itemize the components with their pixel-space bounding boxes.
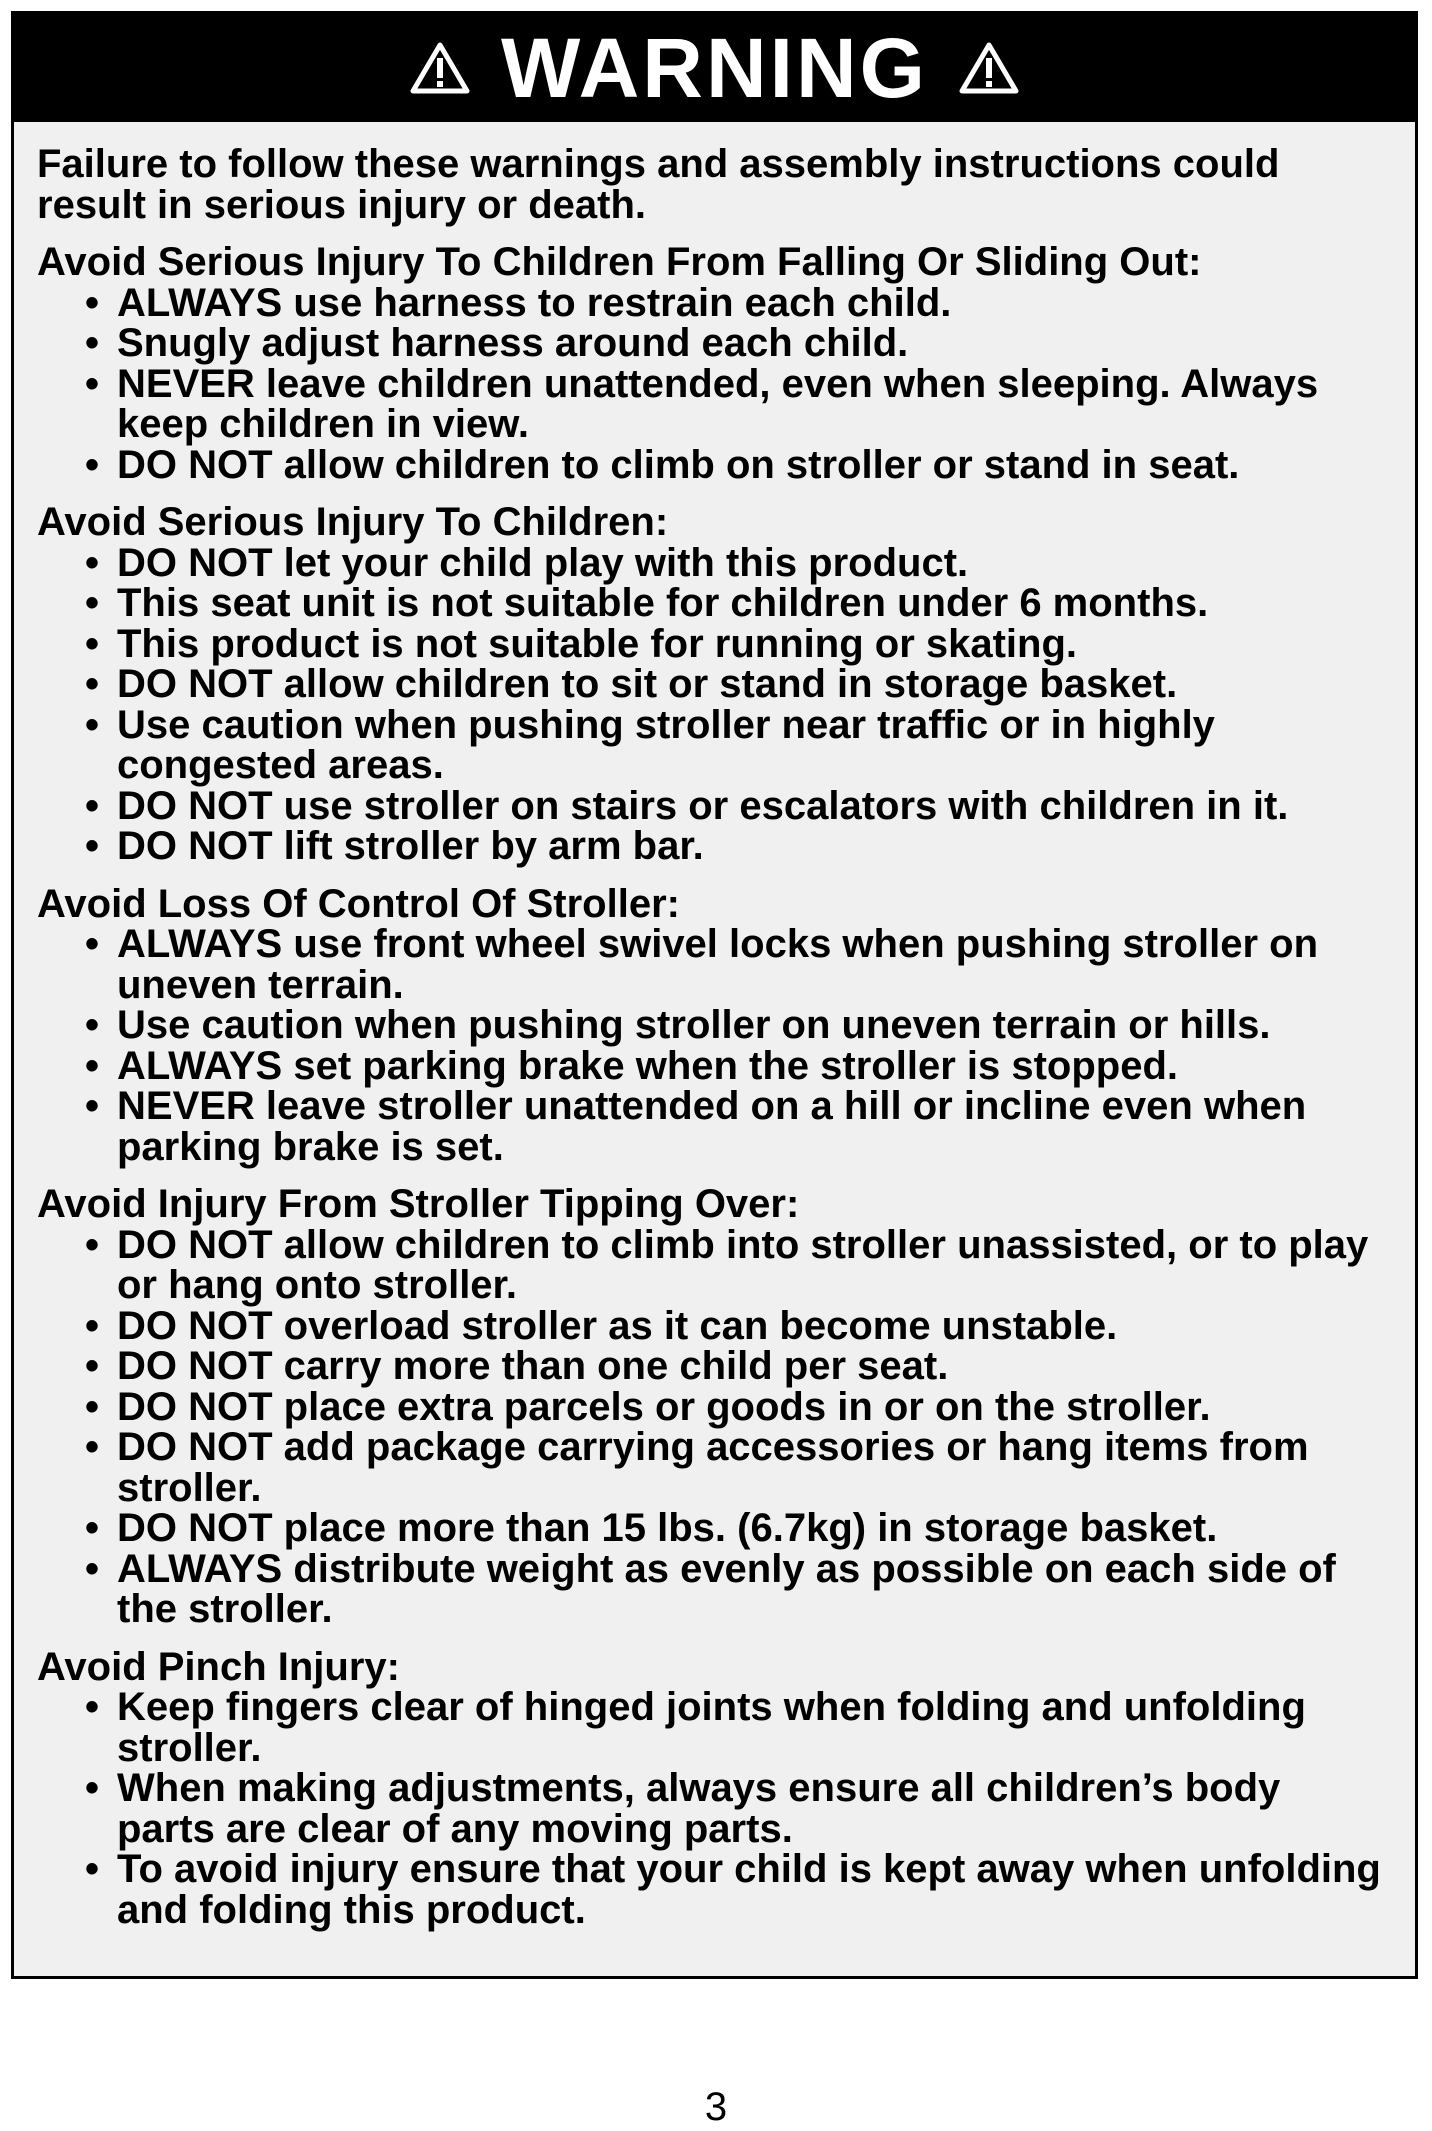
bullet-icon: • — [84, 662, 99, 706]
bullet-icon: • — [84, 783, 99, 828]
warning-item — [37, 1384, 1385, 1429]
warning-triangle-icon — [958, 40, 1020, 96]
warning-item — [37, 280, 1385, 325]
bullet-icon: • — [84, 1506, 99, 1550]
warning-item-text: When making adjustments, always ensure all children’s body parts are clear of any moving parts. — [117, 1766, 1281, 1851]
warning-item — [37, 924, 1385, 1005]
warning-item-text: ALWAYS use harness to restrain each child. — [117, 280, 952, 325]
warning-item — [37, 540, 1385, 585]
bullet-icon: • — [84, 1084, 99, 1128]
section-heading: Avoid Injury From Stroller Tipping Over: — [37, 1182, 800, 1226]
warning-item-text: DO NOT add package carrying accessories or hang items from stroller. — [117, 1425, 1309, 1510]
warning-section — [37, 502, 1385, 867]
warning-title: WARNING — [501, 21, 928, 115]
section-heading: Avoid Serious Injury To Children: — [37, 500, 669, 544]
bullet-icon: • — [84, 1685, 99, 1729]
warning-item — [37, 1687, 1385, 1768]
warning-item — [37, 1346, 1385, 1387]
warning-item — [37, 1222, 1385, 1307]
warning-list — [37, 924, 1385, 1167]
bullet-icon: • — [84, 1043, 99, 1088]
warning-item — [37, 783, 1385, 828]
warning-triangle-icon — [409, 40, 471, 96]
bullet-icon: • — [84, 581, 99, 625]
bullet-icon: • — [84, 540, 99, 585]
warning-item — [37, 702, 1385, 787]
warning-item — [37, 1546, 1385, 1631]
warning-header — [14, 14, 1415, 122]
warning-item-text: Use caution when pushing stroller near traffic or in highly congested areas. — [117, 702, 1215, 787]
warning-item-text: ALWAYS distribute weight as evenly as possible on each side of the stroller. — [117, 1546, 1336, 1631]
warning-item-text: DO NOT place more than 15 lbs. (6.7kg) in storage basket. — [117, 1506, 1218, 1550]
warning-item — [37, 1427, 1385, 1508]
warning-sections — [37, 242, 1385, 1930]
bullet-icon: • — [84, 1766, 99, 1810]
warning-item — [37, 1303, 1385, 1348]
bullet-icon: • — [84, 1384, 99, 1429]
warning-item — [37, 1043, 1385, 1088]
bullet-icon: • — [84, 1303, 99, 1348]
bullet-icon: • — [84, 280, 99, 325]
warning-item-text: DO NOT lift stroller by arm bar. — [117, 824, 704, 868]
bullet-icon: • — [84, 621, 99, 666]
warning-item — [37, 583, 1385, 624]
warning-item — [37, 664, 1385, 705]
section-heading: Avoid Serious Injury To Children From Falling Or Sliding Out: — [37, 240, 1202, 284]
warning-section — [37, 242, 1385, 485]
warning-item — [37, 323, 1385, 364]
warning-item-text: DO NOT allow children to climb into stroller unassisted, or to play or hang onto stroller. — [117, 1222, 1369, 1307]
page-number: 3 — [704, 2085, 728, 2129]
warning-item-text: DO NOT overload stroller as it can become unstable. — [117, 1303, 1118, 1348]
bullet-icon: • — [84, 824, 99, 868]
warning-list — [37, 540, 1385, 868]
warning-item — [37, 1508, 1385, 1549]
warning-item-text: To avoid injury ensure that your child is kept away when unfolding and folding this product. — [117, 1847, 1381, 1932]
bullet-icon: • — [84, 1546, 99, 1591]
warning-panel — [11, 11, 1418, 1979]
warning-item-text: DO NOT use stroller on stairs or escalators with children in it. — [117, 783, 1289, 828]
warning-item-text: DO NOT allow children to climb on stroller or stand in seat. — [117, 442, 1240, 487]
bullet-icon: • — [84, 361, 99, 406]
warning-item — [37, 1768, 1385, 1849]
warning-item — [37, 1849, 1385, 1930]
section-heading: Avoid Loss Of Control Of Stroller: — [37, 881, 680, 926]
warning-item-text: ALWAYS use front wheel swivel locks when pushing stroller on uneven terrain. — [117, 922, 1318, 1007]
warning-item-text: Keep fingers clear of hinged joints when folding and unfolding stroller. — [117, 1685, 1306, 1770]
warning-item-text: This seat unit is not suitable for children under 6 months. — [117, 581, 1209, 625]
warning-item — [37, 826, 1385, 867]
warning-item-text: NEVER leave children unattended, even when sleeping. Always keep children in view. — [117, 361, 1319, 446]
warning-item-text: NEVER leave stroller unattended on a hill or incline even when parking brake is set. — [117, 1084, 1307, 1169]
warning-item — [37, 361, 1385, 446]
bullet-icon: • — [84, 702, 99, 747]
bullet-icon: • — [84, 1003, 99, 1047]
warning-list — [37, 1687, 1385, 1930]
section-heading: Avoid Pinch Injury: — [37, 1644, 400, 1689]
warning-item — [37, 1005, 1385, 1046]
warning-item-text: Use caution when pushing stroller on uneven terrain or hills. — [117, 1003, 1271, 1047]
bullet-icon: • — [84, 442, 99, 487]
warning-item — [37, 1086, 1385, 1167]
warning-item — [37, 621, 1385, 666]
bullet-icon: • — [84, 1344, 99, 1388]
warning-item-text: Snugly adjust harness around each child. — [117, 321, 909, 365]
bullet-icon: • — [84, 1847, 99, 1891]
warning-item-text: This product is not suitable for running or skating. — [117, 621, 1078, 666]
warning-item-text: DO NOT place extra parcels or goods in or on the stroller. — [117, 1384, 1211, 1429]
warning-section — [37, 1644, 1385, 1932]
warning-item-text: ALWAYS set parking brake when the stroller is stopped. — [117, 1043, 1179, 1088]
warning-section — [37, 881, 1385, 1169]
warning-list — [37, 1222, 1385, 1631]
warning-section — [37, 1184, 1385, 1630]
warning-content — [37, 144, 1385, 1947]
warning-item-text: DO NOT carry more than one child per seat. — [117, 1344, 949, 1388]
bullet-icon: • — [84, 1425, 99, 1469]
warning-list — [37, 280, 1385, 487]
bullet-icon: • — [84, 321, 99, 365]
bullet-icon: • — [84, 1222, 99, 1267]
warning-item-text: DO NOT allow children to sit or stand in storage basket. — [117, 662, 1178, 706]
intro-text: Failure to follow these warnings and assembly instructions could result in serious injury or death. — [37, 142, 1280, 227]
bullet-icon: • — [84, 922, 99, 966]
warning-item-text: DO NOT let your child play with this product. — [117, 540, 969, 585]
warning-item — [37, 442, 1385, 487]
